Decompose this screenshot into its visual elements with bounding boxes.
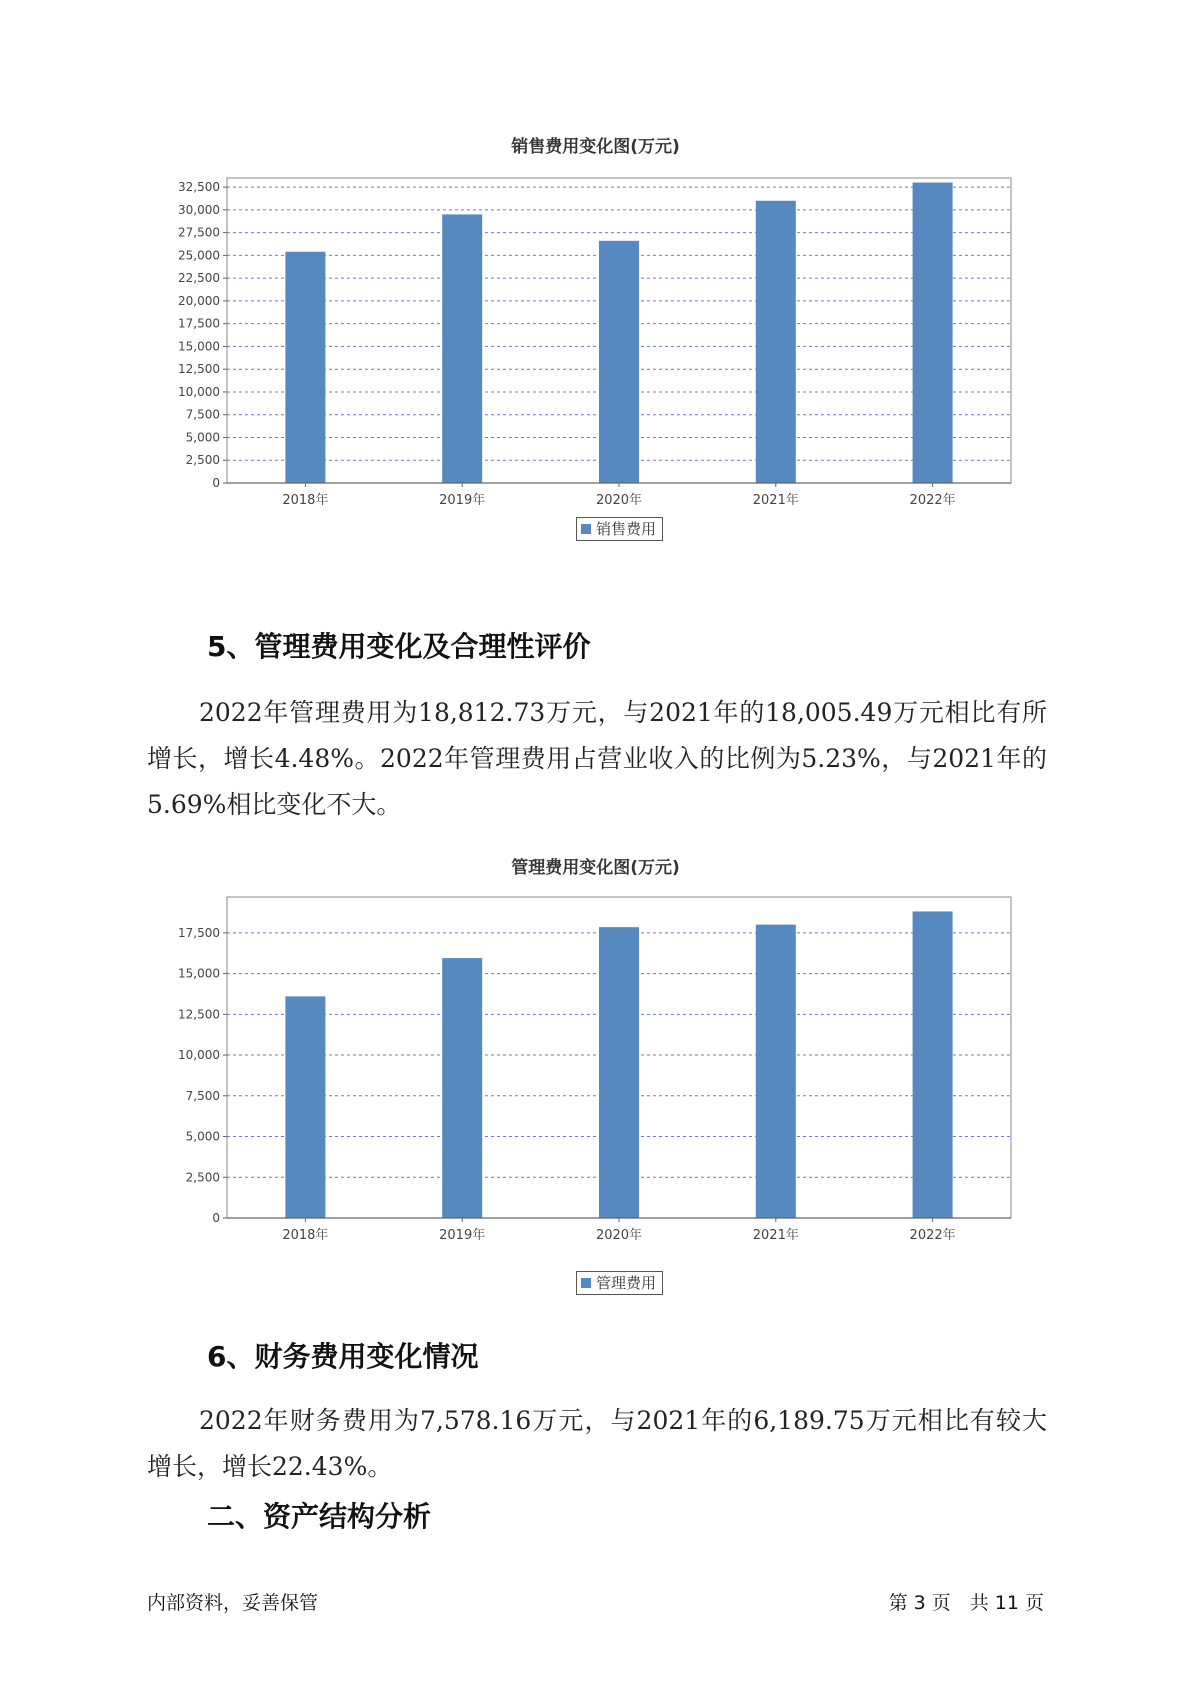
y-tick-label: 0 bbox=[212, 1211, 220, 1225]
bar-2018年 bbox=[285, 252, 325, 483]
x-tick-label: 2018年 bbox=[282, 493, 329, 508]
x-tick-label: 2019年 bbox=[439, 493, 486, 508]
y-tick-label: 2,500 bbox=[185, 453, 220, 468]
y-tick-label: 10,000 bbox=[178, 384, 220, 399]
y-tick-label: 17,500 bbox=[178, 925, 220, 940]
y-tick-label: 12,500 bbox=[178, 362, 220, 377]
legend-label: 销售费用 bbox=[596, 520, 657, 538]
y-tick-label: 7,500 bbox=[185, 407, 220, 422]
chart-legend-sales bbox=[576, 517, 663, 541]
section6-heading: 6、财务费用变化情况 bbox=[207, 1340, 479, 1373]
bar-2020年 bbox=[599, 241, 639, 483]
y-tick-label: 32,500 bbox=[178, 180, 220, 195]
y-tick-label: 22,500 bbox=[178, 271, 220, 286]
y-tick-label: 5,000 bbox=[185, 1129, 220, 1144]
footer-confidential: 内部资料，妥善保管 bbox=[147, 1592, 319, 1614]
footer-page-number: 第 3 页 共 11 页 bbox=[888, 1592, 1044, 1614]
legend-label: 管理费用 bbox=[596, 1274, 657, 1292]
section-two-heading: 二、资产结构分析 bbox=[207, 1500, 432, 1533]
x-tick-label: 2021年 bbox=[752, 1228, 799, 1240]
y-tick-label: 12,500 bbox=[178, 1007, 220, 1022]
y-tick-label: 7,500 bbox=[185, 1088, 220, 1103]
y-tick-label: 30,000 bbox=[178, 202, 220, 217]
bar-2021年 bbox=[756, 201, 796, 483]
section5-heading: 5、管理费用变化及合理性评价 bbox=[207, 630, 591, 663]
x-tick-label: 2020年 bbox=[595, 493, 643, 508]
bar-2019年 bbox=[442, 214, 482, 483]
x-tick-label: 2020年 bbox=[595, 1228, 643, 1240]
y-tick-label: 27,500 bbox=[178, 225, 220, 240]
legend-swatch bbox=[581, 524, 591, 534]
y-tick-label: 15,000 bbox=[178, 966, 220, 981]
bar-2019年 bbox=[442, 958, 482, 1218]
section6-paragraph: 2022年财务费用为7,578.16万元，与2021年的6,189.75万元相比有较大增长，增长22.43%。 bbox=[147, 1406, 1047, 1481]
bar-2022年 bbox=[913, 183, 953, 483]
y-tick-label: 20,000 bbox=[178, 293, 220, 308]
x-tick-label: 2022年 bbox=[909, 1228, 956, 1240]
y-tick-label: 15,000 bbox=[178, 339, 220, 354]
bar-2022年 bbox=[913, 911, 953, 1218]
x-tick-label: 2021年 bbox=[752, 493, 799, 508]
legend-swatch bbox=[581, 1278, 591, 1288]
x-tick-label: 2018年 bbox=[282, 1228, 329, 1240]
y-tick-label: 2,500 bbox=[185, 1170, 220, 1185]
bar-2020年 bbox=[599, 927, 639, 1218]
x-tick-label: 2022年 bbox=[909, 493, 956, 508]
y-tick-label: 25,000 bbox=[178, 248, 220, 263]
y-tick-label: 0 bbox=[212, 476, 220, 490]
section5-paragraph: 2022年管理费用为18,812.73万元，与2021年的18,005.49万元相比有所增长，增长4.48%。2022年管理费用占营业收入的比例为5.23%，与2021年的5.69%相比变化不大。 bbox=[147, 698, 1047, 819]
bar-2018年 bbox=[285, 996, 325, 1218]
y-tick-label: 10,000 bbox=[178, 1048, 220, 1063]
x-tick-label: 2019年 bbox=[439, 1228, 486, 1240]
chart-legend-admin bbox=[576, 1271, 663, 1295]
y-tick-label: 17,500 bbox=[178, 316, 220, 331]
sales-expense-chart bbox=[0, 170, 1191, 515]
chart-title-admin: 管理费用变化图(万元) bbox=[511, 858, 680, 878]
bar-2021年 bbox=[756, 925, 796, 1218]
chart-title-sales: 销售费用变化图(万元) bbox=[511, 137, 680, 157]
admin-expense-chart bbox=[0, 895, 1191, 1240]
y-tick-label: 5,000 bbox=[185, 430, 220, 445]
